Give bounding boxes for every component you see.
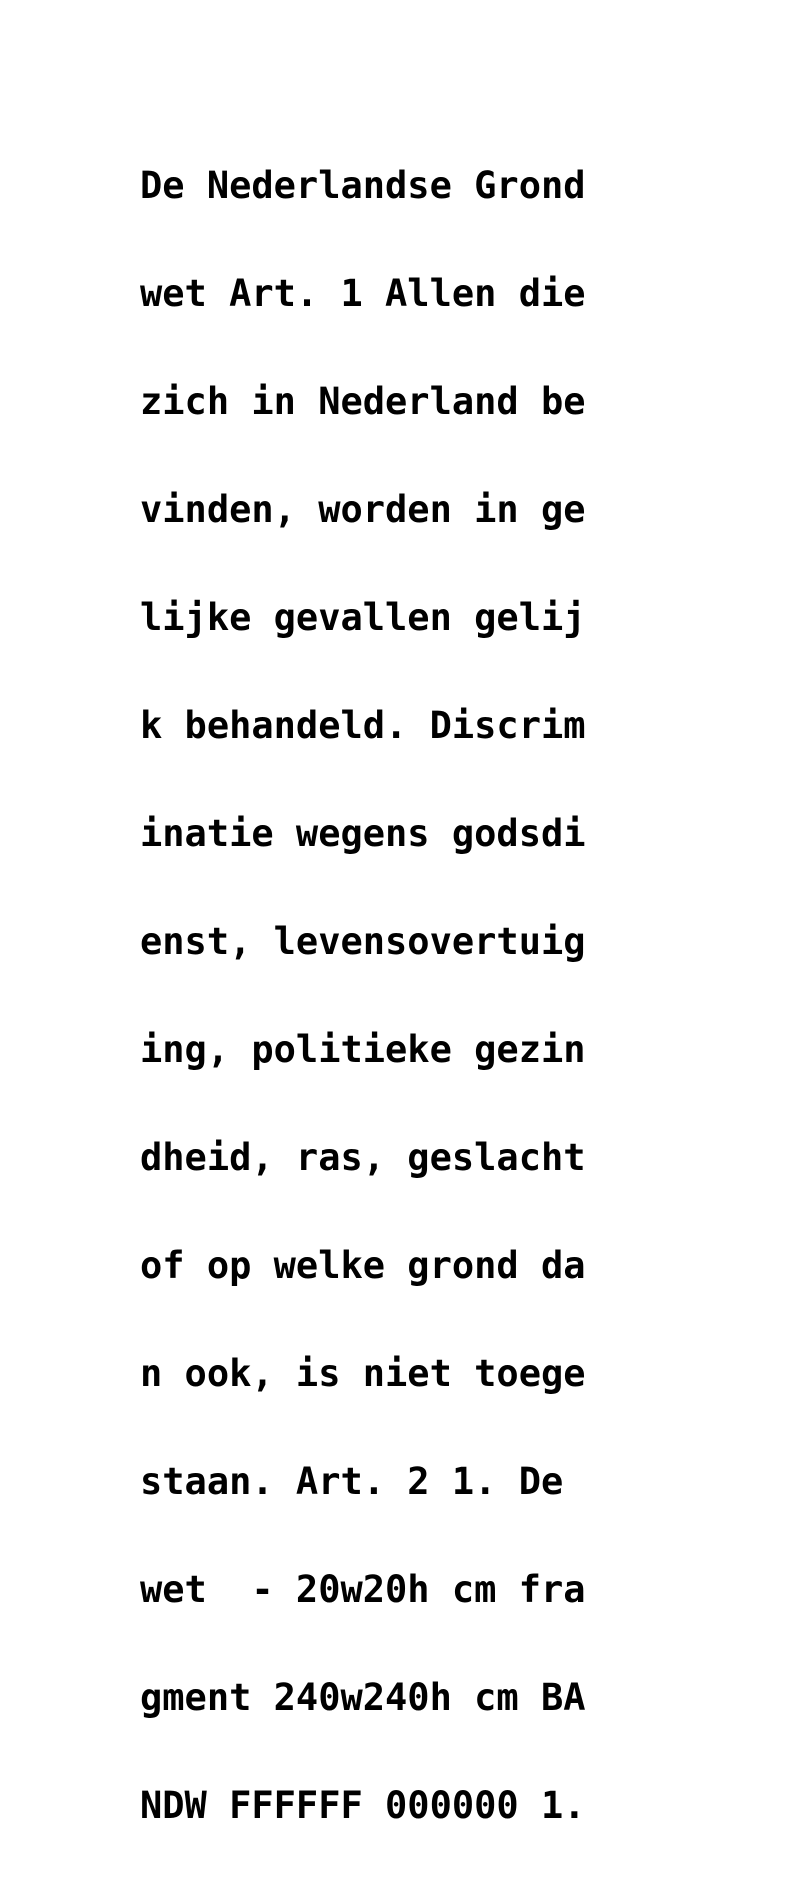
text-line: lijke gevallen gelij	[140, 596, 586, 639]
text-line: inatie wegens godsdi	[140, 812, 586, 855]
text-line: vinden, worden in ge	[140, 488, 586, 531]
constitution-text-block	[140, 96, 670, 1896]
text-line: ing, politieke gezin	[140, 1028, 586, 1071]
text-line: wet Art. 1 Allen die	[140, 272, 586, 315]
text-line: De Nederlandse Grond	[140, 164, 586, 207]
text-line: wet - 20w20h cm fra	[140, 1568, 586, 1611]
text-line: enst, levensovertuig	[140, 920, 586, 963]
text-line: NDW FFFFFF 000000 1.	[140, 1784, 586, 1827]
text-line: n ook, is niet toege	[140, 1352, 586, 1395]
text-line: staan. Art. 2 1. De	[140, 1460, 564, 1503]
text-line: of op welke grond da	[140, 1244, 586, 1287]
text-line: gment 240w240h cm BA	[140, 1676, 586, 1719]
text-line: dheid, ras, geslacht	[140, 1136, 586, 1179]
text-line: zich in Nederland be	[140, 380, 586, 423]
text-line: k behandeld. Discrim	[140, 704, 586, 747]
